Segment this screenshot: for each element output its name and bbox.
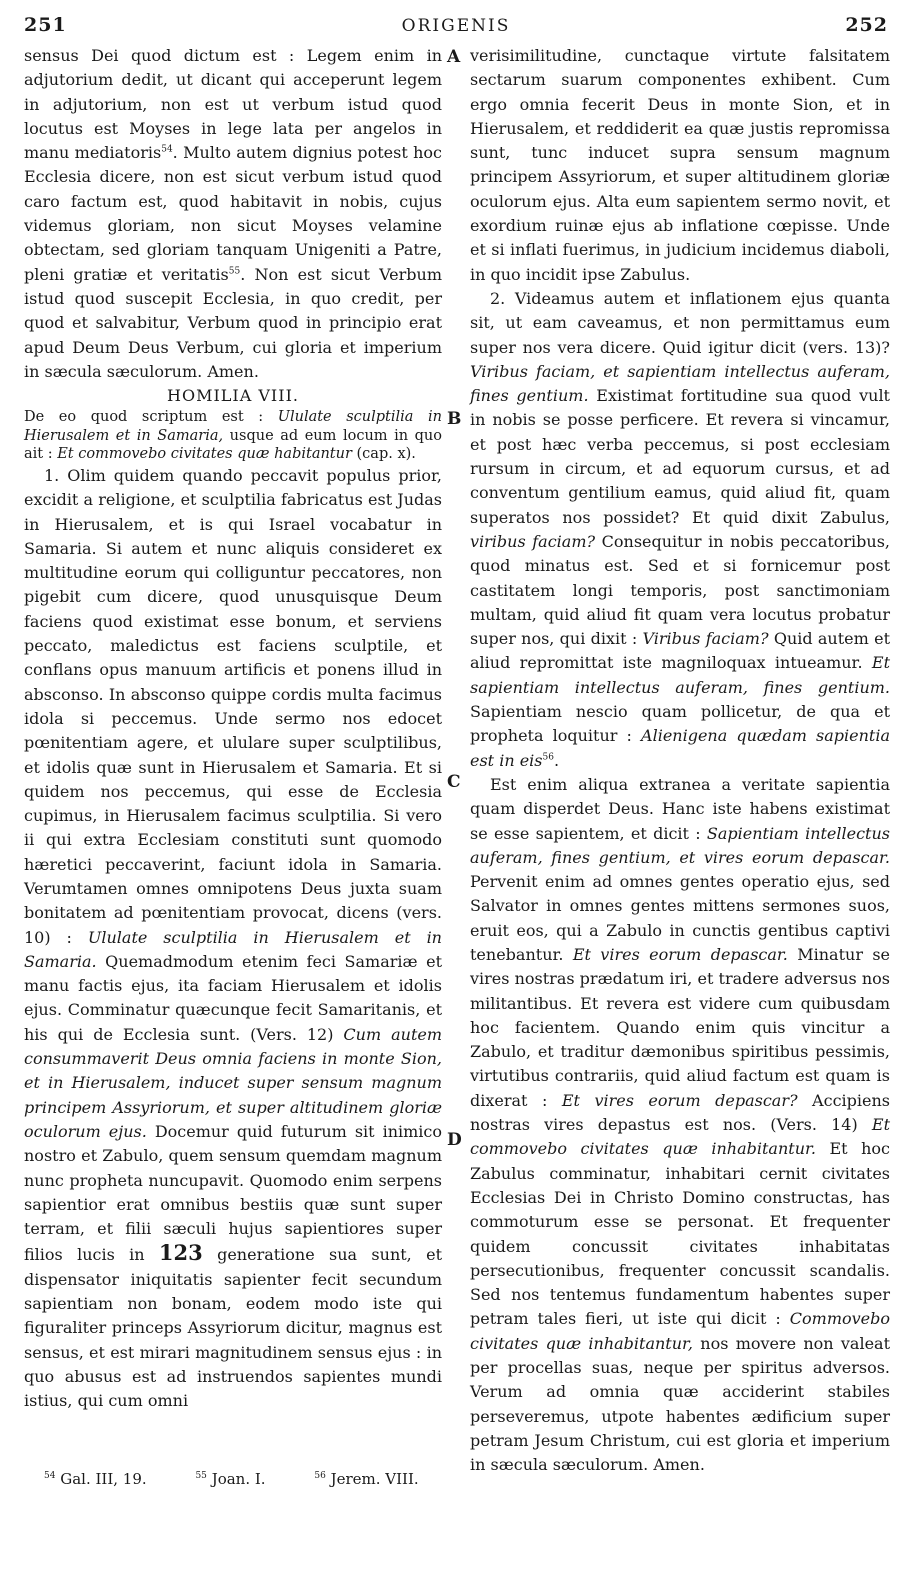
column-number: 123 — [158, 1240, 203, 1266]
right-paragraph-3: Est enim aliqua extranea a veritate sapientia quam disperdet Deus. Hanc iste habens existimat se esse sapientem, et dicit : Sapientiam intellectus auferam, fines gentium, et vires eorum depascar. Pervenit enim ad omnes gentes operatio ejus, sed Salvator in omnes gentes mittens sermones suos, eruit eos, qui a Zabulo in cunctis gentibus captivi tenebantur. Et vires eorum depascar. Minatur se vires nostras prædatum iri, et tradere adversus nos militantibus. Et revera est videre cum quibusdam hoc facientem. Quando enim quis vincitur a Zabulo, et traditur dæmonibus spiritibus pessimis, virtutibus contrariis, quid aliud factum est quam is dixerat : Et vires eorum depascar? Accipiens nostras vires depastus est nos. (Vers. 14) Et commovebo civitates quæ inhabitantur. Et hoc Zabulus comminatur, inhabitari cernit civitates Ecclesias Dei in Christo Domino constructas, has commoturum esse se personat. Et frequenter quidem concussit civitates inhabitatas persecutionibus, frequenter concussit scandalis. Sed nos tentemus fundamentum habentes super petram tales fieri, ut iste qui dicit : Commovebo civitates quæ inhabitantur, nos movere non valeat per procellas suas, neque per spiritus adversos. Verum ad omnia quæ acciderint stabiles perseveremus, utpote habentes ædificium super petram Jesum Christum, cui est gloria et imperium in sæcula sæculorum. Amen. — [470, 774, 891, 1475]
homily-rubric: De eo quod scriptum est : Ululate sculptilia in Hierusalem et in Samaria, usque ad eum locum in quo ait : Et commovebo civitates quæ habitantur (cap. x). — [24, 409, 442, 463]
margin-letter-d: D — [447, 1130, 462, 1150]
running-title: ORIGENIS — [401, 16, 511, 36]
right-paragraph-2: 2. Videamus autem et inflationem ejus quanta sit, ut eam caveamus, et non permittamus eum super nos vera dicere. Quid igitur dicit (vers. 13)? Viribus faciam, et sapientiam intellectus auferam, fines gentium. Existimat fortitudine sua quod vult in nobis se posse perficere. Et revera si vincamur, et post hæc verba peccemus, si post ecclesiam rursum in circum, et ad equorum cursus, et ad conventum gentilium eamus, quid aliud fit, quam superatos nos possidet? Et quid dixit Zabulus, viribus faciam? Consequitur in nobis peccatoribus, quod minatus est. Sed et si fornicemur post castitatem longi temporis, post sanctimoniam multam, quid aliud fit quam vera locutus probatur super nos, qui dixit : Viribus faciam? Quid autem et aliud repromittat iste magniloquax intueamur. Et sapientiam intellectus auferam, fines gentium. Sapientiam nescio quam pollicetur, de qua et propheta loquitur : Alienigena quædam sapientia est in eis$^{56}$. — [470, 288, 891, 770]
left-paragraph-2: 1. Olim quidem quando peccavit populus prior, excidit a religione, et sculptilia fabricatus est Judas in Hierusalem, et is qui Israel vocabatur in Samaria. Si autem et nunc aliquis consideret ex multitudine eorum qui colliguntur peccatores, non pigebit cum dicere, quod unusquisque Deum faciens quod existimat esse bonum, et serviens peccato, maledictus est faciens sculptile, et conflans opus manuum artificis et ponens illud in absconso. In absconso quippe cordis multa facimus idola si peccemus. Unde sermo nos edocet pœnitentiam agere, et ululare super sculptilibus, et idolis quæ sunt in Hierusalem et Samaria. Et si quidem nos peccemus, qui esse de Ecclesia cupimus, in Hierusalem facimus sculptilia. Si vero ii qui extra Ecclesiam constituti sunt quomodo hæretici peccaverint, faciunt idola in Samaria. Verumtamen omnes omnipotens Deus juxta suam bonitatem ad pœnitentiam provocat, dicens (vers. 10) : Ululate sculptilia in Hierusalem et in Samaria. Quemadmodum etenim feci Samariæ et manu factis ejus, ita faciam Hierusalem et idolis ejus. Comminatur quæcunque fecit Samaritanis, et his qui de Ecclesia sunt. (Vers. 12) Cum autem consummaverit Deus omnia faciens in monte Sion, et in Hierusalem, inducet super sensum magnum principem Assyriorum, et super altitudinem gloriæ oculorum ejus. Docemur quid futurum sit inimico nostro et Zabulo, quem sensum quemdam magnum nunc propheta nuncupavit. Quomodo enim serpens sapientior erat omnibus bestiis quæ sunt super terram, et filii sæculi hujus sapientiores super filios lucis in 123 generatione sua sunt, et dispensator iniquitatis sapienter fecit secundum sapientiam non bonam, eodem modo iste qui figuraliter princeps Assyriorum dicitur, magnus est sensus, et est mirari magnitudinem sensus ejus : in quo abusus est ad instruendos sapientes mundi istius, qui cum omni — [24, 465, 443, 1411]
running-header — [24, 14, 888, 44]
margin-letter-c: C — [447, 772, 461, 792]
margin-letter-a: A — [447, 47, 461, 67]
homily-heading: HOMILIA VIII. — [167, 386, 299, 406]
footnote-ref-55[interactable]: 55 — [228, 266, 241, 277]
footnote-54: $^{54}$ Gal. III, 19. — [44, 1470, 147, 1488]
margin-letter-b: B — [447, 409, 462, 429]
left-column — [24, 44, 442, 1414]
footnote-55: $^{55}$ Joan. I. — [195, 1470, 266, 1488]
right-paragraph-1: verisimilitudine, cunctaque virtute falsitatem sectarum suarum componentes exhibent. Cum ergo omnia fecerit Deus in monte Sion, et in Hierusalem, et reddiderit ea quæ justis repromissa sunt, tunc inducet supra sensum magnum principem Assyriorum, et super altitudinem gloriæ oculorum ejus. Alta eum sapientem sermo novit, et exordium ruinæ ejus ab inflatione cœpisse. Unde et si inflati fuerimus, in judicium incidemus diaboli, in quo incidit ipse Zabulus. — [470, 46, 890, 284]
footnote-ref-56[interactable]: 56 — [542, 752, 554, 763]
right-column — [470, 44, 890, 1478]
footnote-56: $^{56}$ Jerem. VIII. — [314, 1470, 419, 1488]
right-page-number: 252 — [845, 14, 888, 36]
left-paragraph-1: sensus Dei quod dictum est : Legem enim in adjutorium dedit, ut dicant qui acceperunt legem in adjutorium, non est ut verbum istud quod locutus est Moyses in lege lata per angelos in manu mediatoris$^{54}$. Multo autem dignius potest hoc Ecclesia dicere, non est sicut verbum istud quod caro factum est, quod habitavit in nobis, cujus videmus gloriam, non sicut Moyses velamine obtectam, sed gloriam tanquam Unigeniti a Patre, pleni gratiæ et veritatis$^{55}$. Non est sicut Verbum istud quod suscepit Ecclesia, in quo credit, per quod et salvabitur, Verbum quod in principio erat apud Deum Deus Verbum, cui gloria et imperium in sæcula sæculorum. Amen. — [24, 46, 443, 381]
left-page-number: 251 — [24, 14, 67, 36]
footnotes — [44, 1470, 463, 1488]
footnote-ref-54[interactable]: 54 — [161, 144, 173, 155]
